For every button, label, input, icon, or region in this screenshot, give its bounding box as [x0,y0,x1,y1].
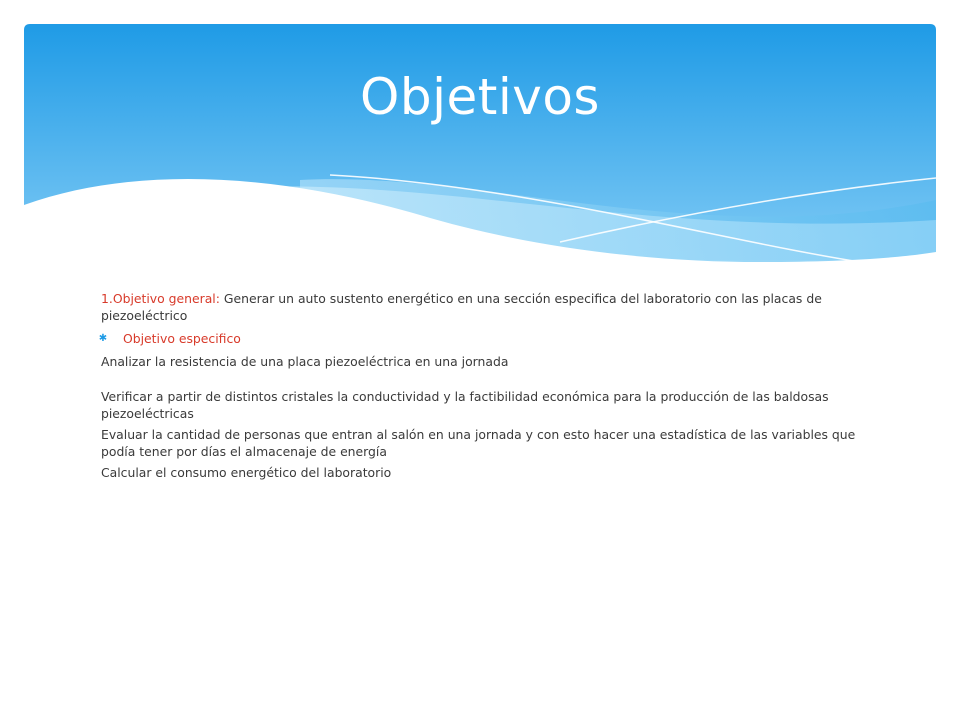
specific-objective-item: Evaluar la cantidad de personas que entran al salón en una jornada y con esto hacer una estadística de las variables que podía tener por días el almacenaje de energía [101,427,856,459]
specific-objective-item: Verificar a partir de distintos cristales la conductividad y la factibilidad económica para la producción de las baldosas piezoeléctricas [101,389,829,421]
general-objective-label: 1.Objetivo general: [101,291,220,306]
general-objective [101,290,861,324]
specific-objective-heading [97,330,861,347]
slide-title: Objetivos [360,68,600,126]
general-objective-text: Generar un auto sustento energético en una sección especifica del laboratorio con las placas de piezoeléctrico [101,291,822,323]
specific-objective-item: Analizar la resistencia de una placa piezoeléctrica en una jornada [101,354,509,369]
specific-objective-item: Calcular el consumo energético del laboratorio [101,465,392,480]
specific-objective-label: Objetivo especifico [123,331,241,346]
asterisk-bullet-icon: ✱ [98,333,108,344]
header-wave-banner [0,0,960,300]
slide-body [98,290,861,481]
